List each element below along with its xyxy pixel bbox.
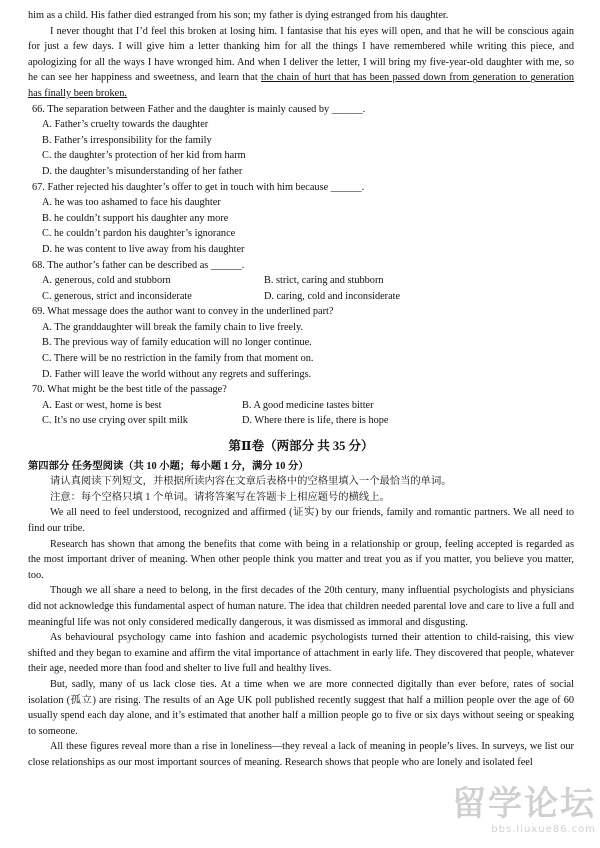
option-a: A. East or west, home is best	[42, 399, 162, 411]
option-c: C. There will be no restriction in the family from that moment on.	[42, 353, 314, 365]
passage-paragraph-1-text: I never thought that I’d feel this broken at losing him. I fantasise that his eyes will open, and that he will be conscious again for just a few days. I will give him a letter thanking him for all the things I have remembered while writing this piece, and apologizing for all the ways I have wronged him. And when I deliver the letter, I will bring my five-year-old daughter with me, so he can see her happiness and sweetness, and learn that	[28, 25, 574, 84]
option-b: B. The previous way of family education will no longer continue.	[42, 337, 312, 349]
options-row-1	[28, 273, 574, 289]
passage2-paragraph-2: Research has shown that among the benefits that come with being in a relationship or group, feeling accepted is regarded as the most important driver of meaning. When other people think you matter and treat you as if you matter, you believe you matter, too.	[28, 538, 574, 581]
question-stem: 67. Father rejected his daughter’s offer to get in touch with him because ______.	[32, 181, 365, 193]
question-stem: 70. What might be the best title of the passage?	[32, 384, 227, 396]
question-66	[28, 102, 574, 180]
option-c: C. he couldn’t pardon his daughter’s ignorance	[42, 228, 236, 240]
option-b: B. Father’s irresponsibility for the family	[42, 134, 212, 146]
part-heading: 第四部分 任务型阅读（共 10 小题；每小题 1 分，满分 10 分）	[28, 460, 309, 472]
passage-paragraph-1	[28, 24, 574, 102]
passage2-paragraph-3: Though we all share a need to belong, in the first decades of the 20th century, many influential psychologists and physicians did not acknowledge this fundamental aspect of human nature. The idea that children needed parental love and care to live a full and meaningful life was not only considered medically dangerous, it was dismissed as immoral and disgusting.	[28, 585, 574, 628]
options-row-2	[28, 289, 574, 305]
watermark-logo	[426, 784, 596, 842]
option-a: A. Father’s cruelty towards the daughter	[42, 119, 209, 131]
question-68	[28, 258, 574, 305]
options-row-2	[28, 413, 574, 429]
passage2-paragraph-1: We all need to feel understood, recognized and affirmed (证实) by our friends, family and romantic partners. We all need to find our tribe.	[28, 507, 574, 534]
passage2-paragraph-6: All these figures reveal more than a rise in loneliness—they reveal a lack of meaning in people’s lives. In surveys, we list our close relationships as our most important sources of meaning. Research shows that people who are lonely and isolated feel	[28, 741, 574, 768]
question-stem: 69. What message does the author want to convey in the underlined part?	[32, 306, 334, 318]
question-stem: 68. The author’s father can be described as ______.	[32, 259, 245, 271]
option-a: A. he was too ashamed to face his daughter	[42, 197, 221, 209]
option-b: B. A good medicine tastes bitter	[242, 399, 374, 411]
passage-line-0: him as a child. His father died estranged from his son; my father is dying estranged from his daughter.	[28, 10, 449, 21]
option-a: A. The granddaughter will break the family chain to live freely.	[42, 321, 304, 333]
option-b: B. he couldn’t support his daughter any more	[42, 212, 229, 224]
question-69	[28, 304, 574, 382]
question-70	[28, 382, 574, 429]
question-67	[28, 180, 574, 258]
note-text: 注意：每个空格只填 1 个单词。请将答案写在答题卡上相应题号的横线上。	[50, 491, 390, 503]
option-d: D. Where there is life, there is hope	[242, 415, 389, 427]
option-d: D. Father will leave the world without any regrets and sufferings.	[42, 368, 312, 380]
option-c: C. generous, strict and inconsiderate	[42, 290, 192, 302]
option-b: B. strict, caring and stubborn	[264, 275, 384, 287]
options-row-1	[28, 398, 574, 414]
instruction-text: 请认真阅读下列短文，并根据所读内容在文章后表格中的空格里填入一个最恰当的单词。	[50, 476, 452, 488]
option-c: C. the daughter’s protection of her kid from harm	[42, 150, 246, 162]
section-title: 第Ⅱ卷（两部分 共 35 分）	[228, 439, 374, 454]
passage2-paragraph-5: But, sadly, many of us lack close ties. At a time when we are more connected digitally than ever before, rates of social isolation (孤立) are rising. The results of an Age UK poll published recently suggest that half a million people over the age of 60 usually spend each day alone, and it’s estimated that another half a million people go to five or six days without seeing or speaking to someone.	[28, 678, 574, 737]
option-d: D. he was content to live away from his daughter	[42, 243, 245, 255]
passage2-paragraph-4: As behavioural psychology came into fashion and academic psychologists turned their attention to child-raising, this view shifted and they began to examine and affirm the vital importance of attachment in early life. They discovered that people, whatever their age, needed more than food and shelter to live full and healthy lives.	[28, 632, 574, 675]
option-c: C. It’s no use crying over spilt milk	[42, 415, 188, 427]
option-a: A. generous, cold and stubborn	[42, 275, 171, 287]
option-d: D. caring, cold and inconsiderate	[264, 290, 401, 302]
option-d: D. the daughter’s misunderstanding of her father	[42, 165, 243, 177]
exam-page	[28, 8, 574, 771]
watermark-title: 留学论坛	[452, 784, 596, 824]
underlined-part: the chain of hurt that has been passed down from generation to generation has finally been broken.	[28, 72, 574, 99]
question-stem: 66. The separation between Father and the daughter is mainly caused by ______.	[32, 103, 366, 115]
watermark-url: bbs.liuxue86.com	[491, 824, 596, 835]
